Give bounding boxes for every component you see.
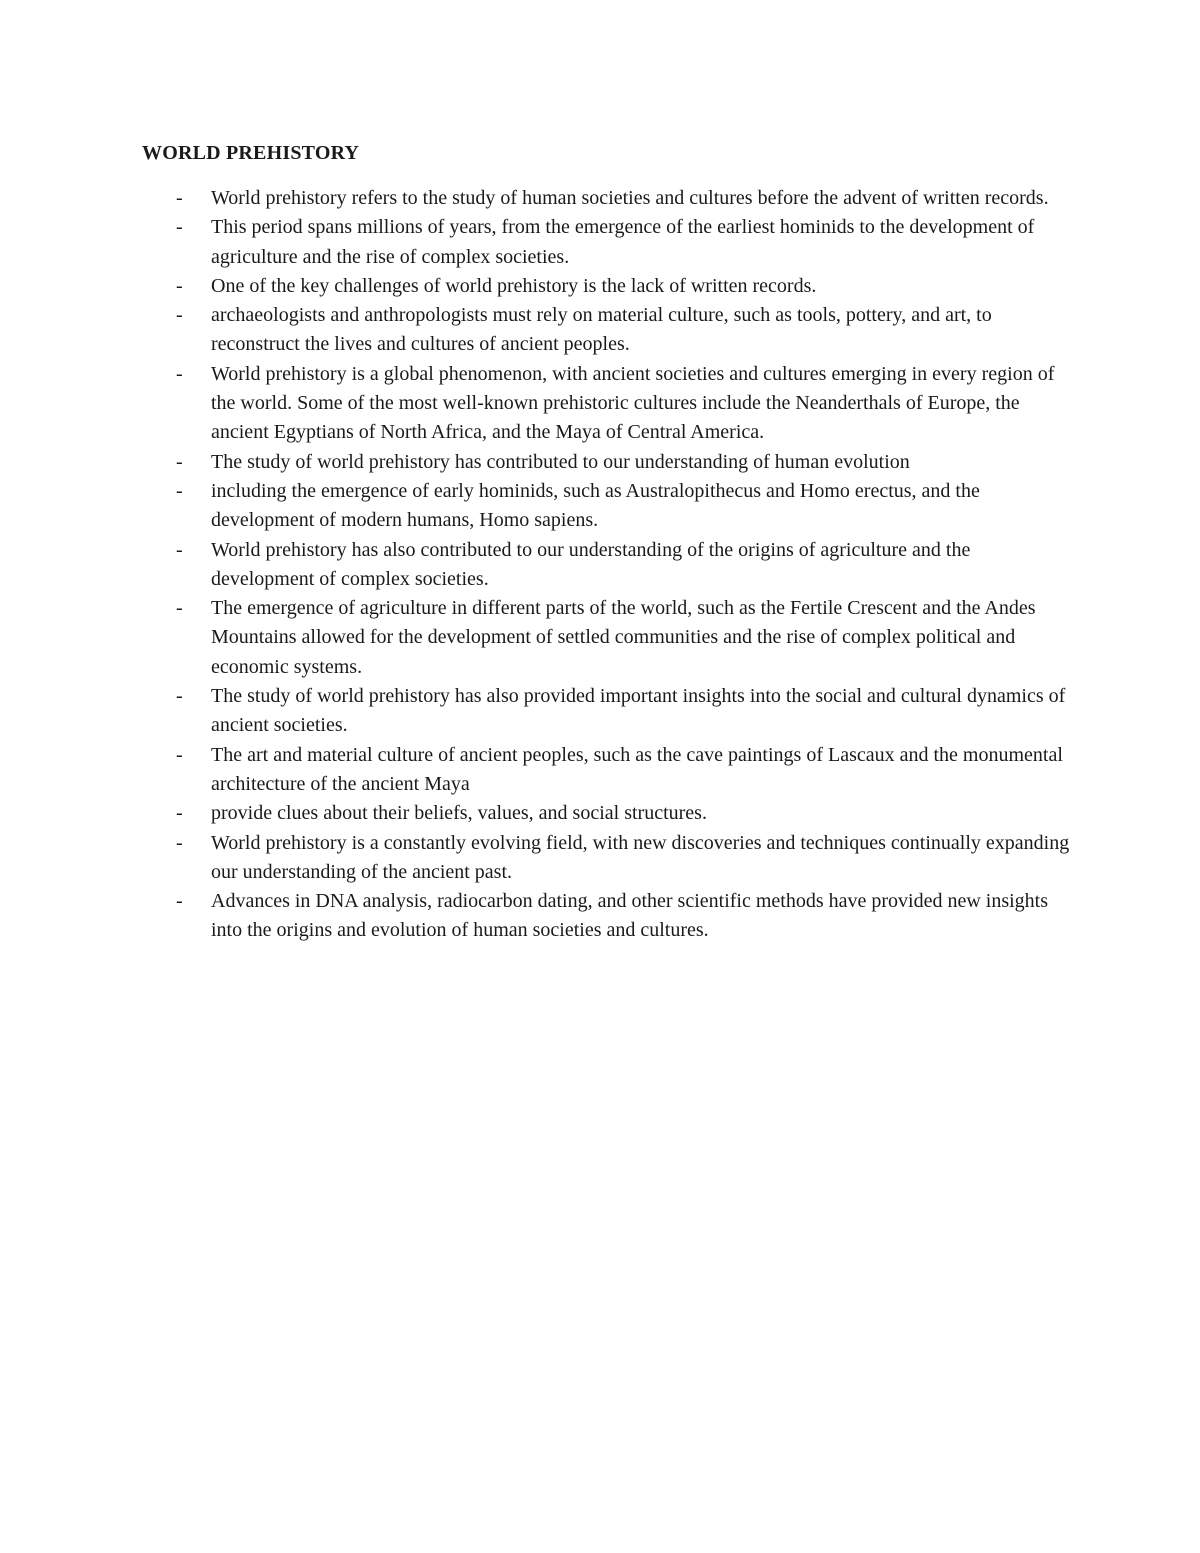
dash-marker: - (176, 890, 183, 913)
list-item (172, 741, 1072, 800)
document-title: WORLD PREHISTORY (142, 142, 360, 164)
dash-marker: - (176, 538, 183, 561)
list-item-text: This period spans millions of years, from the emergence of the earliest hominids to the development of agriculture and the rise of complex societies. (211, 216, 1035, 268)
list-item (172, 536, 1072, 595)
dash-marker: - (176, 362, 183, 385)
list-item (172, 213, 1072, 272)
list-item (172, 477, 1072, 536)
list-item (172, 594, 1072, 682)
list-item-text: The study of world prehistory has also provided important insights into the social and cultural dynamics of ancient societies. (211, 685, 1066, 737)
list-item-text: World prehistory is a global phenomenon, with ancient societies and cultures emerging in every region of the world. Some of the most well-known prehistoric cultures include the Neanderthals of Europe, the ancient Egyptians of North Africa, and the Maya of Central America. (211, 362, 1055, 444)
list-item-text: World prehistory refers to the study of human societies and cultures before the advent of written records. (211, 187, 1049, 209)
list-item (172, 301, 1072, 360)
dash-marker: - (176, 216, 183, 239)
list-item-text: including the emergence of early hominids, such as Australopithecus and Homo erectus, and the development of modern humans, Homo sapiens. (211, 479, 980, 532)
bullet-list (172, 184, 1072, 946)
list-item (172, 360, 1072, 448)
dash-marker: - (176, 187, 183, 209)
list-item (172, 829, 1072, 888)
dash-marker: - (176, 685, 183, 708)
list-item (172, 887, 1072, 946)
list-item-text: provide clues about their beliefs, values, and social structures. (211, 802, 707, 825)
list-item-text: archaeologists and anthropologists must rely on material culture, such as tools, pottery, and art, to reconstruct the lives and cultures of ancient peoples. (211, 304, 992, 356)
list-item (172, 682, 1072, 741)
list-item (172, 799, 1072, 828)
list-item-text: Advances in DNA analysis, radiocarbon dating, and other scientific methods have provided new insights into the origins and evolution of human societies and cultures. (211, 890, 1049, 942)
list-item-text: The study of world prehistory has contributed to our understanding of human evolution (211, 450, 910, 473)
dash-marker: - (176, 831, 183, 854)
dash-marker: - (176, 743, 183, 766)
list-item-text: The emergence of agriculture in different parts of the world, such as the Fertile Crescent and the Andes Mountains allowed for the development of settled communities and the rise of complex political and economic systems. (211, 597, 1036, 678)
list-item-text: World prehistory is a constantly evolving field, with new discoveries and techniques continually expanding our understanding of the ancient past. (211, 831, 1070, 883)
list-item (172, 184, 1072, 213)
dash-marker: - (176, 479, 183, 502)
dash-marker: - (176, 304, 183, 327)
list-item-text: The art and material culture of ancient peoples, such as the cave paintings of Lascaux and the monumental architecture of the ancient Maya (211, 743, 1063, 795)
dash-marker: - (176, 802, 183, 825)
list-item (172, 448, 1072, 477)
list-item (172, 272, 1072, 301)
dash-marker: - (176, 274, 183, 297)
dash-marker: - (176, 597, 183, 620)
list-item-text: World prehistory has also contributed to our understanding of the origins of agriculture and the development of complex societies. (211, 538, 971, 590)
dash-marker: - (176, 450, 183, 473)
list-item-text: One of the key challenges of world prehistory is the lack of written records. (211, 274, 817, 297)
